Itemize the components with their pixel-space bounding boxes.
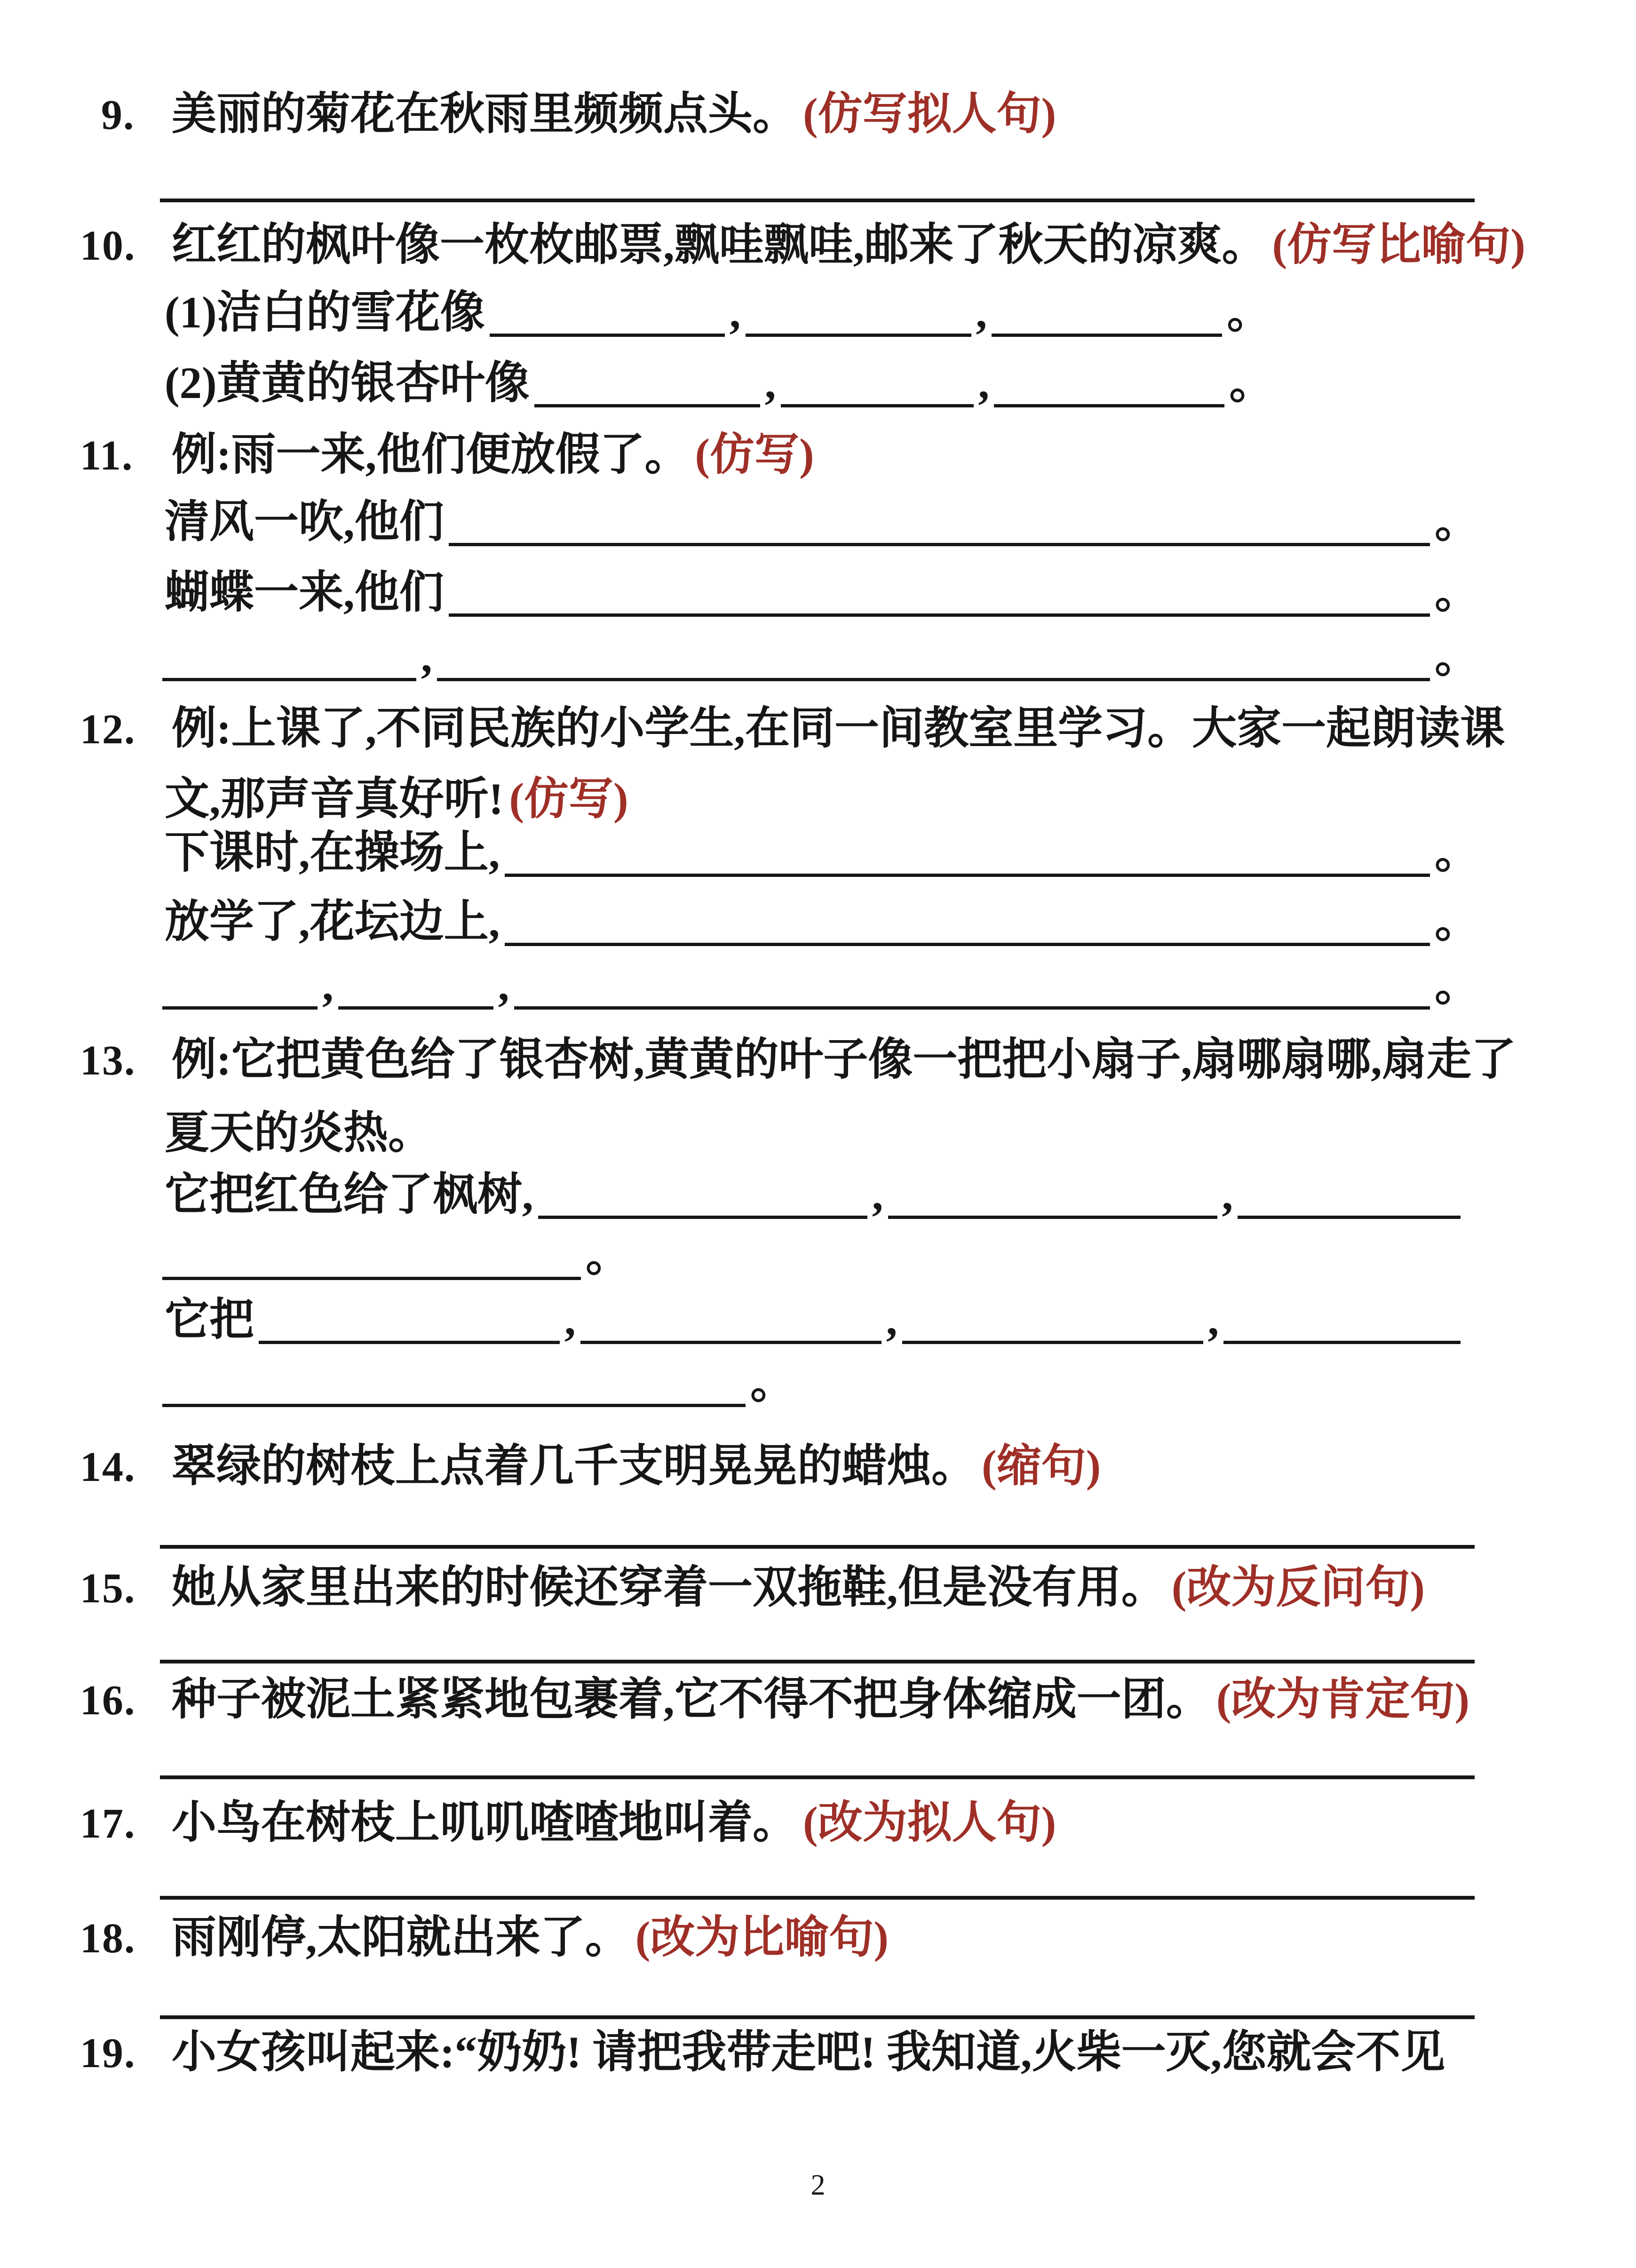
comma: , [729,287,741,337]
question-17 [80,1796,1056,1849]
comma: , [1207,1295,1219,1345]
question-text: 种子被泥土紧紧地包裹着,它不得不把身体缩成一团。 [172,1674,1211,1724]
period: 。 [1227,287,1272,337]
answer-line[interactable] [160,1775,1475,1779]
period: 。 [586,1231,631,1281]
question-number: 9. [101,91,135,138]
answer-blank[interactable] [888,1208,1217,1219]
question-19 [80,2026,1445,2078]
answer-line[interactable] [160,199,1475,202]
sub-label: 它把红色给了枫树, [165,1170,533,1219]
answer-blank[interactable] [505,935,1430,946]
question-number: 14. [80,1443,136,1490]
question-number: 18. [80,1915,136,1962]
period: 。 [1434,567,1479,617]
question-number: 17. [80,1800,136,1847]
answer-blank[interactable] [505,866,1430,877]
sub-label: (1)洁白的雪花像 [165,287,485,337]
answer-blank[interactable] [580,1333,882,1344]
question-number: 13. [80,1037,136,1084]
period: 。 [750,1358,795,1408]
question-11-sub-2 [165,566,1479,619]
answer-blank[interactable] [992,326,1222,337]
answer-blank[interactable] [534,397,760,407]
sub-label: (2)黄黄的银杏叶像 [165,358,530,408]
answer-line[interactable] [160,1896,1475,1900]
question-16 [80,1673,1469,1726]
rewrite-tag: (缩句) [982,1441,1101,1491]
answer-line[interactable] [160,1660,1475,1663]
question-text: 例:它把黄色给了银杏树,黄黄的叶子像一把把小扇子,扇哪扇哪,扇走了 [172,1035,1516,1084]
question-13 [80,1033,1516,1086]
question-13-sub-2 [162,1229,630,1282]
answer-blank[interactable] [162,1396,746,1407]
question-10 [80,218,1525,271]
question-13-sub-1 [165,1168,1461,1221]
answer-blank[interactable] [514,999,1430,1010]
question-11-sub-1 [165,495,1479,548]
comma: , [1222,1170,1233,1219]
question-number: 15. [80,1565,136,1612]
answer-blank[interactable] [449,535,1430,546]
question-10-sub-1 [165,286,1271,339]
sub-label: 下课时,在操场上, [165,828,500,877]
comma: , [886,1295,897,1345]
question-text: 例:上课了,不同民族的小学生,在同一间教室里学习。大家一起朗读课 [172,703,1505,753]
sub-label: 清风一吹,他们 [165,497,444,547]
question-13-line-2 [165,1106,433,1159]
question-15 [80,1561,1425,1614]
answer-blank[interactable] [490,326,725,337]
question-12-sub-2 [165,895,1479,948]
comma: , [564,1295,576,1345]
page-number: 2 [810,2169,826,2201]
rewrite-tag: (改为反问句) [1171,1562,1425,1612]
question-text: 小鸟在树枝上叽叽喳喳地叫着。 [172,1798,798,1847]
question-number: 16. [80,1677,136,1724]
sub-label: 蝴蝶一来,他们 [165,567,444,617]
question-11-sub-3 [162,630,1479,683]
question-text: 翠绿的树枝上点着几千支明晃晃的蜡烛。 [172,1441,977,1491]
question-text: 她从家里出来的时候还穿着一双拖鞋,但是没有用。 [172,1562,1166,1612]
comma: , [978,358,990,408]
answer-blank[interactable] [338,999,493,1010]
question-9 [80,88,1056,140]
period: 。 [1434,497,1479,547]
answer-blank[interactable] [449,606,1430,617]
answer-blank[interactable] [902,1333,1203,1344]
comma: , [872,1170,883,1219]
period: 。 [1434,828,1479,877]
rewrite-tag: (改为肯定句) [1216,1674,1470,1724]
answer-blank[interactable] [259,1333,560,1344]
rewrite-tag: (改为比喻句) [635,1912,889,1962]
sub-label: 它把 [165,1295,254,1345]
question-number: 10. [80,222,136,269]
answer-blank[interactable] [437,670,1430,681]
answer-line[interactable] [160,1545,1475,1549]
question-text: 小女孩叫起来:“奶奶! 请把我带走吧! 我知道,火柴一灭,您就会不见 [172,2027,1445,2077]
rewrite-tag: (仿写比喻句) [1272,220,1525,270]
rewrite-tag: (仿写) [695,430,814,479]
period: 。 [1434,960,1479,1010]
period: 。 [1434,632,1479,682]
answer-line[interactable] [160,2015,1475,2019]
answer-blank[interactable] [746,326,971,337]
question-text: 文,那声音真好听! [165,774,504,824]
comma: , [498,960,509,1010]
answer-blank[interactable] [1223,1333,1461,1344]
rewrite-tag: (改为拟人句) [803,1798,1056,1847]
comma: , [421,632,432,682]
question-11 [80,428,814,481]
comma: , [764,358,776,408]
question-number: 12. [80,706,136,753]
answer-blank[interactable] [781,397,974,407]
question-10-sub-2 [165,357,1274,409]
question-text: 美丽的菊花在秋雨里频频点头。 [172,89,798,139]
question-12-sub-1 [165,826,1479,879]
question-13-sub-4 [162,1356,795,1409]
period: 。 [1434,897,1479,947]
answer-blank[interactable] [1238,1208,1461,1219]
rewrite-tag: (仿写) [509,774,628,824]
rewrite-tag: (仿写拟人句) [803,89,1056,139]
question-12-sub-3 [162,959,1479,1011]
comma: , [976,287,987,337]
answer-blank[interactable] [162,670,416,681]
question-18 [80,1911,889,1964]
question-12-line-2 [165,772,628,825]
answer-blank[interactable] [994,397,1224,407]
question-12 [80,702,1505,755]
question-text: 夏天的炎热。 [165,1108,433,1158]
question-13-sub-3 [165,1293,1461,1346]
sub-label: 放学了,花坛边上, [165,897,500,947]
question-number: 19. [80,2029,136,2077]
answer-blank[interactable] [162,999,318,1010]
question-14 [80,1440,1101,1492]
question-text: 红红的枫叶像一枚枚邮票,飘哇飘哇,邮来了秋天的凉爽。 [172,220,1267,270]
answer-blank[interactable] [538,1208,867,1219]
question-number: 11. [80,432,134,479]
question-text: 雨刚停,太阳就出来了。 [172,1912,630,1962]
comma: , [322,960,334,1010]
question-text: 例:雨一来,他们便放假了。 [172,430,690,479]
answer-blank[interactable] [162,1269,581,1280]
period: 。 [1229,358,1274,408]
